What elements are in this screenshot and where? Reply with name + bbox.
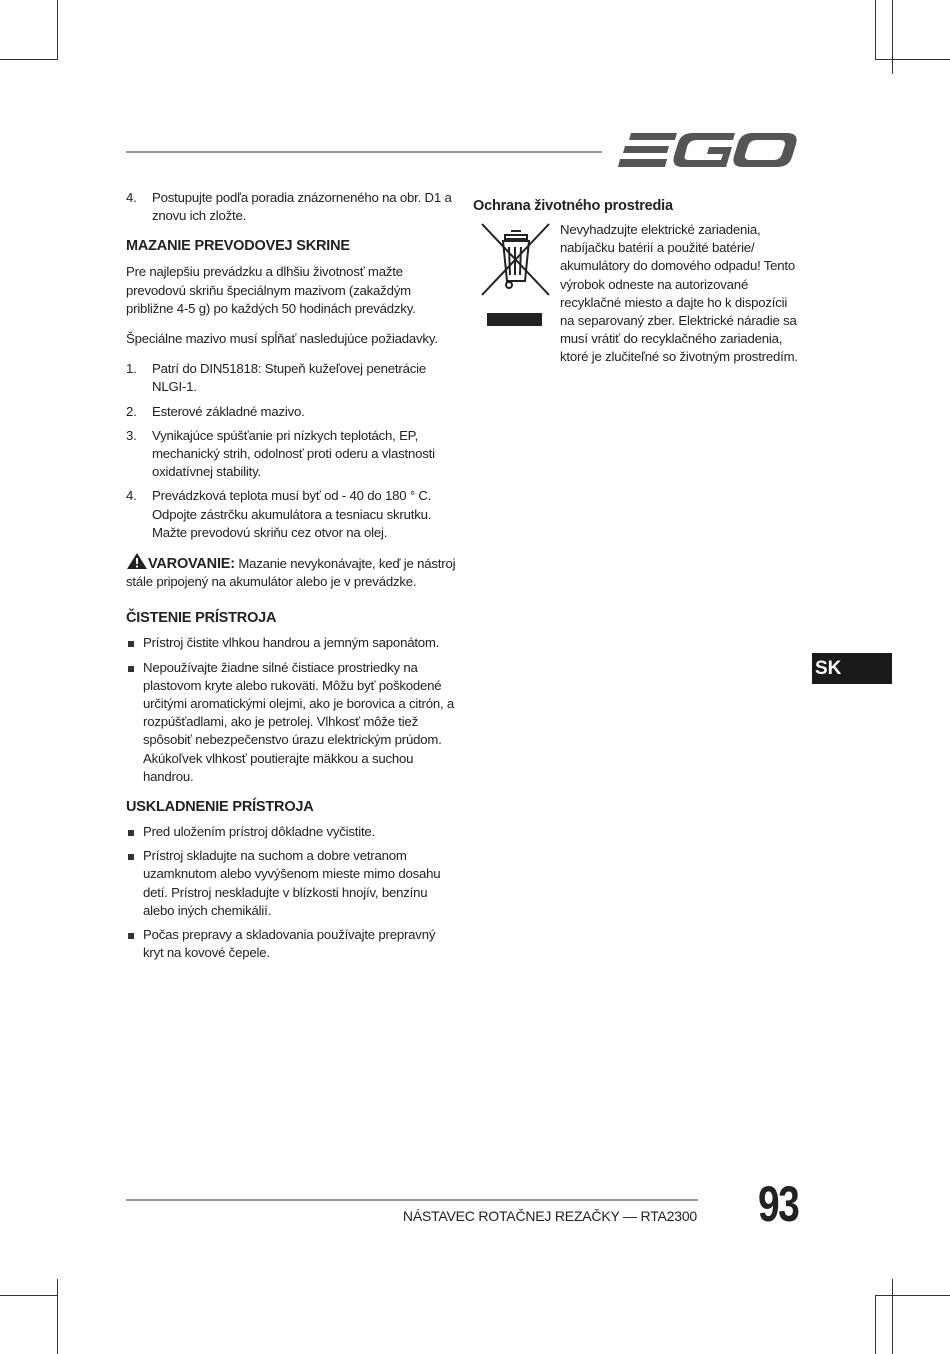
bullet-square-icon: [128, 933, 134, 939]
crop-mark: [57, 0, 58, 60]
paragraph: Pre najlepšiu prevádzku a dlhšiu životnosť mažte prevodovú skriňu špeciálnym mazivom (zakaždým približne 4-5 g) po každých 50 hodinách prevádzky.: [126, 264, 416, 316]
environment-text: Nevyhadzujte elektrické zariadenia, nabíjačku batérií a použité batérie/ akumulátory do domového odpadu! Tento výrobok odneste na autorizované recyklačné miesto a dajte ho k dispozícii na separovaný zber. Elektrické náradie sa musí vrátiť do recyklačného zariadenia, ktoré je zlučiteľné so životným prostredím.: [560, 222, 798, 365]
warning-text: Mazanie nevykonávajte, keď je nástroj stále pripojený na akumulátor alebo je v prevádzke.: [126, 556, 456, 590]
page-number: 93: [758, 1176, 799, 1232]
list-item: [126, 360, 456, 396]
list-text: Prevádzková teplota musí byť od - 40 do 180 ° C. Odpojte zástrčku akumulátora a tesniacu skrutku. Mažte prevodovú skriňu cez otvor na olej.: [152, 488, 432, 540]
footer-title: NÁSTAVEC ROTAČNEJ REZAČKY — RTA2300: [402, 1208, 697, 1224]
list-text: Esterové základné mazivo.: [152, 403, 305, 419]
list-text: Prístroj čistite vlhkou handrou a jemným saponátom.: [143, 635, 440, 651]
crop-mark: [875, 0, 876, 60]
warning-paragraph: [126, 552, 456, 591]
cleaning-list: [126, 634, 456, 786]
list-number: 1.: [126, 361, 137, 377]
crop-mark: [875, 59, 950, 60]
ego-logo: [617, 128, 799, 172]
crossed-out-wheelie-bin-icon: [481, 223, 553, 327]
warning-icon: [126, 552, 148, 570]
requirements-list: [126, 360, 456, 542]
footer-rule: [126, 1199, 698, 1201]
list-item: [126, 487, 456, 542]
language-tab: SK: [812, 653, 892, 684]
list-text: Vynikajúce spúšťanie pri nízkych teplotách, EP, mechanický strih, odolnosť proti oderu a vlastnosti oxidatívnej stability.: [152, 427, 435, 480]
crop-mark: [875, 1295, 950, 1296]
section-title-gearbox: MAZANIE PREVODOVEJ SKRINE: [126, 238, 350, 255]
list-item: [126, 427, 456, 482]
list-item: [126, 634, 456, 652]
section-title-cleaning: ČISTENIE PRÍSTROJA: [126, 610, 277, 627]
list-text: Počas prepravy a skladovania používajte prepravný kryt na kovové čepele.: [143, 927, 436, 961]
list-item: [126, 926, 456, 962]
crop-mark: [892, 1279, 893, 1354]
crop-mark: [0, 59, 58, 60]
list-item: [126, 403, 456, 421]
list-text: Postupujte podľa poradia znázorneného na obr. D1 a znovu ich zložte.: [152, 190, 452, 224]
section-title-storage: USKLADNENIE PRÍSTROJA: [126, 799, 314, 816]
list-item: [126, 847, 456, 920]
paragraph: Špeciálne mazivo musí spĺňať nasledujúce požiadavky.: [126, 331, 438, 347]
list-item: [126, 189, 456, 225]
list-text: Patrí do DIN51818: Stupeň kužeľovej penetrácie NLGI-1.: [152, 361, 426, 395]
crop-mark: [0, 1295, 58, 1296]
list-number: 2.: [126, 403, 137, 419]
left-column: [126, 189, 456, 963]
bullet-square-icon: [128, 854, 134, 860]
bullet-square-icon: [128, 666, 134, 672]
crop-mark: [875, 1295, 876, 1354]
crop-mark: [892, 0, 893, 74]
list-text: Pred uložením prístroj dôkladne vyčistite.: [143, 824, 376, 840]
bullet-square-icon: [128, 830, 134, 836]
list-text: Nepoužívajte žiadne silné čistiace prostriedky na plastovom kryte alebo rukoväti. Môžu byť poškodené určitými aromatickými olejmi, ako je borovica a citrón, a rozpúšťadlami, ako je petrolej. Vlhkosť môže tiež spôsobiť nebezpečenstvo úrazu elektrickým prúdom. Akúkoľvek vlhkosť poutierajte mäkkou a suchou handrou.: [143, 659, 455, 784]
header-rule: [126, 151, 602, 153]
list-item: [126, 823, 456, 841]
list-item: [126, 659, 456, 786]
bullet-square-icon: [128, 641, 134, 647]
right-column: [473, 197, 803, 367]
list-number: 3.: [126, 427, 137, 443]
list-text: Prístroj skladujte na suchom a dobre vetranom uzamknutom alebo vyvýšenom mieste mimo dosahu detí. Prístroj neskladujte v blízkosti hnojív, benzínu alebo iných chemikálií.: [143, 848, 441, 918]
environment-block: [473, 221, 803, 367]
crop-mark: [57, 1279, 58, 1354]
list-number: 4.: [126, 190, 137, 205]
warning-label: VAROVANIE:: [148, 556, 235, 573]
list-number: 4.: [126, 488, 137, 504]
storage-list: [126, 823, 456, 962]
section-title-environment: Ochrana životného prostredia: [473, 198, 673, 214]
